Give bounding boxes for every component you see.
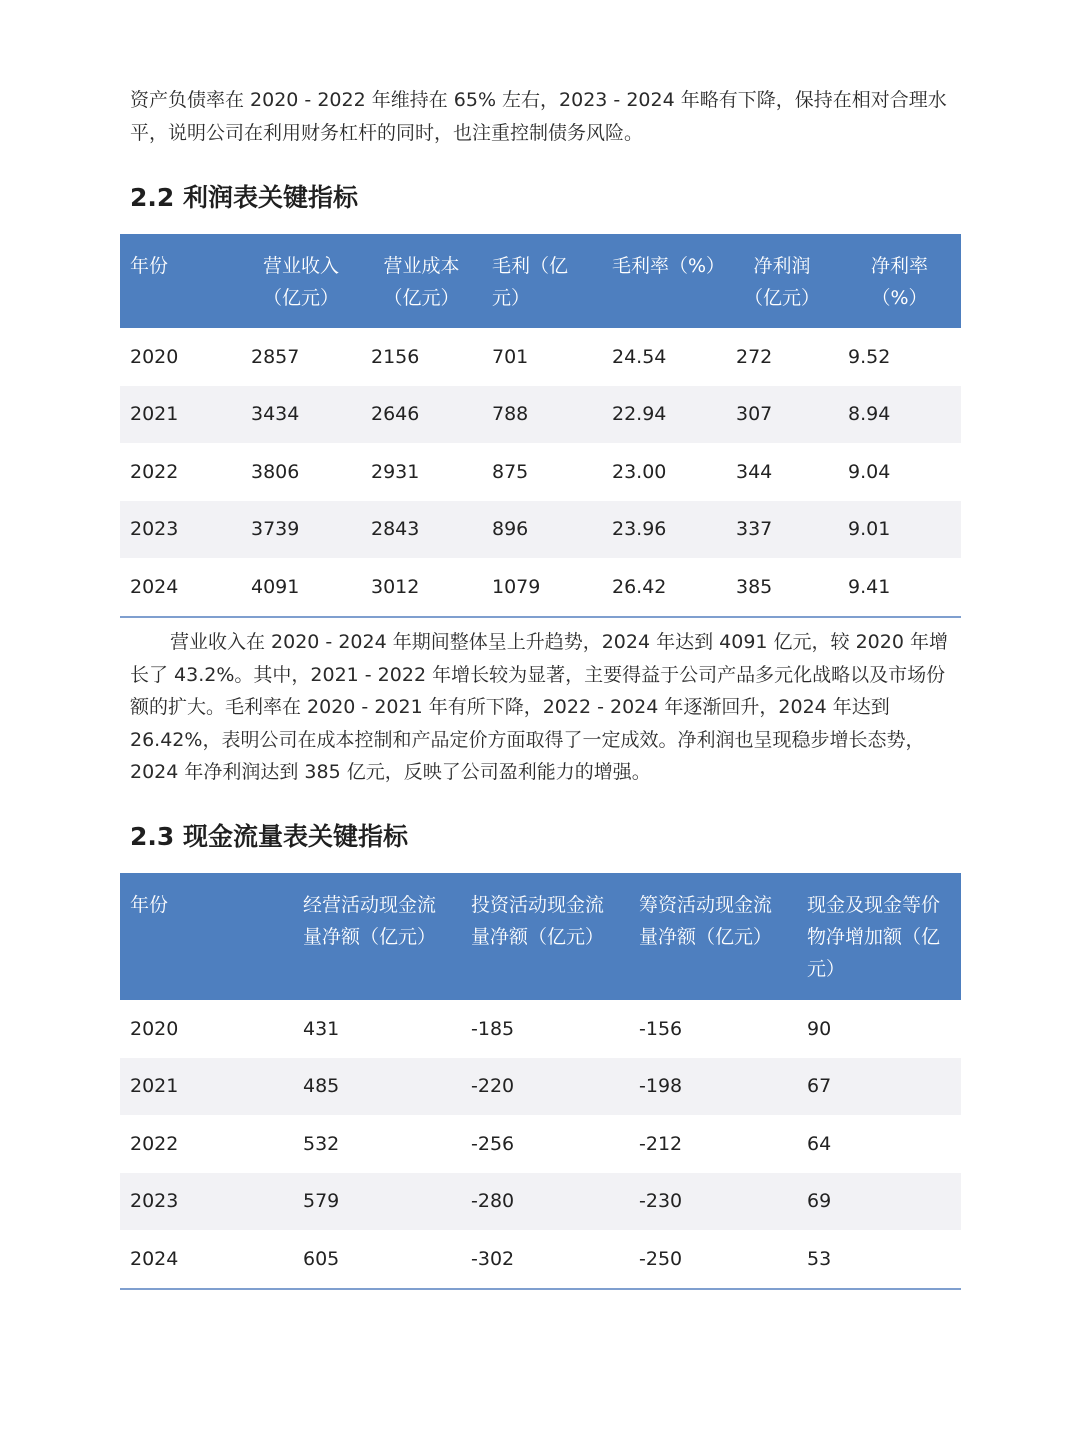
cell-investing: -302 — [461, 1230, 629, 1289]
header-investing-cashflow: 投资活动现金流量净额（亿元） — [461, 873, 629, 1000]
header-operating-cashflow: 经营活动现金流量净额（亿元） — [293, 873, 461, 1000]
cell-net-profit: 344 — [736, 460, 773, 483]
cell-net-increase: 64 — [807, 1132, 832, 1155]
cell-net-increase: 90 — [807, 1017, 832, 1040]
cell-net-margin: 9.04 — [848, 460, 891, 483]
cell-revenue: 3739 — [241, 501, 361, 559]
cell-gross-profit: 788 — [482, 386, 602, 444]
cell-operating: 579 — [293, 1173, 461, 1231]
income-analysis-paragraph — [130, 626, 960, 789]
cell-year: 2023 — [120, 501, 241, 559]
cell-operating: 485 — [293, 1058, 461, 1116]
cell-year: 2022 — [130, 1132, 179, 1155]
cell-financing: -198 — [629, 1058, 797, 1116]
cell-year: 2021 — [120, 1058, 293, 1116]
table-row — [120, 443, 961, 501]
cell-investing: -256 — [471, 1132, 515, 1155]
cell-net-increase: 67 — [797, 1058, 961, 1116]
header-net-cash-increase: 现金及现金等价物净增加额（亿元） — [797, 873, 961, 1000]
cell-gross-margin: 23.96 — [602, 501, 726, 559]
header-year: 年份 — [120, 234, 241, 328]
cell-gross-profit: 875 — [492, 460, 529, 483]
cell-cost: 2931 — [371, 460, 420, 483]
cell-net-margin: 9.01 — [838, 501, 961, 559]
cell-year: 2022 — [130, 460, 179, 483]
cell-revenue: 3806 — [251, 460, 300, 483]
table-row — [120, 1000, 961, 1058]
cell-revenue: 2857 — [251, 345, 300, 368]
table-row — [120, 501, 961, 559]
header-net-profit: 净利润（亿元） — [726, 234, 838, 328]
cell-net-profit: 307 — [726, 386, 838, 444]
cell-operating: 532 — [303, 1132, 340, 1155]
cell-gross-profit: 701 — [492, 345, 529, 368]
cell-net-margin: 9.41 — [838, 558, 961, 617]
table-header-row — [120, 873, 961, 1000]
header-net-margin: 净利率（%） — [838, 234, 961, 328]
header-gross-profit: 毛利（亿元） — [482, 234, 602, 328]
cell-revenue: 4091 — [241, 558, 361, 617]
cell-year: 2021 — [120, 386, 241, 444]
table-row — [120, 328, 961, 386]
table-row — [120, 386, 961, 444]
table-row — [120, 1058, 961, 1116]
cell-year: 2020 — [130, 345, 179, 368]
cell-investing: -185 — [471, 1017, 515, 1040]
cell-year: 2024 — [120, 1230, 293, 1289]
cell-financing: -250 — [629, 1230, 797, 1289]
table-row — [120, 1230, 961, 1289]
cell-net-profit: 272 — [736, 345, 773, 368]
cell-operating: 605 — [293, 1230, 461, 1289]
cell-financing: -156 — [639, 1017, 683, 1040]
header-cost: 营业成本（亿元） — [361, 234, 482, 328]
cell-cost: 2156 — [371, 345, 420, 368]
cell-net-margin: 9.52 — [848, 345, 891, 368]
cell-cost: 2843 — [361, 501, 482, 559]
cell-net-increase: 69 — [797, 1173, 961, 1231]
header-revenue: 营业收入（亿元） — [241, 234, 361, 328]
cell-financing: -230 — [629, 1173, 797, 1231]
cell-gross-margin: 26.42 — [602, 558, 726, 617]
table-row — [120, 1115, 961, 1173]
cell-gross-margin: 23.00 — [612, 460, 667, 483]
cell-year: 2024 — [120, 558, 241, 617]
cell-gross-profit: 896 — [482, 501, 602, 559]
cell-year: 2020 — [130, 1017, 179, 1040]
table-row — [120, 1173, 961, 1231]
cell-gross-margin: 24.54 — [612, 345, 667, 368]
income-section-heading: 2.2 利润表关键指标 — [130, 183, 358, 212]
cell-operating: 431 — [303, 1017, 340, 1040]
cell-revenue: 3434 — [241, 386, 361, 444]
cell-net-increase: 53 — [797, 1230, 961, 1289]
cell-gross-margin: 22.94 — [602, 386, 726, 444]
intro-paragraph: 资产负债率在 2020 - 2022 年维持在 65% 左右，2023 - 2024 年略有下降，保持在相对合理水平，说明公司在利用财务杠杆的同时，也注重控制债务风险。 — [130, 89, 947, 144]
cell-financing: -212 — [639, 1132, 683, 1155]
cell-cost: 2646 — [361, 386, 482, 444]
table-header-row — [120, 234, 961, 328]
cell-investing: -280 — [461, 1173, 629, 1231]
header-year: 年份 — [120, 873, 293, 1000]
cell-investing: -220 — [461, 1058, 629, 1116]
table-row — [120, 558, 961, 617]
cell-year: 2023 — [120, 1173, 293, 1231]
cell-net-profit: 385 — [726, 558, 838, 617]
cashflow-table — [120, 873, 961, 1290]
header-financing-cashflow: 筹资活动现金流量净额（亿元） — [629, 873, 797, 1000]
income-table — [120, 234, 961, 618]
cashflow-section-heading: 2.3 现金流量表关键指标 — [130, 822, 408, 851]
income-analysis-text: 营业收入在 2020 - 2024 年期间整体呈上升趋势，2024 年达到 4091 亿元，较 2020 年增长了 43.2%。其中，2021 - 2022 年增长较为显著，主要得益于公司产品多元化战略以及市场份额的扩大。毛利率在 2020 - 2021 年有所下降，2022 - 2024 年逐渐回升，2024 年达到 26.42%，表明公司在成本控制和产品定价方面取得了一定成效。净利润也呈现稳步增长态势，2024 年净利润达到 385 亿元，反映了公司盈利能力的增强。 — [130, 631, 948, 783]
cell-net-margin: 8.94 — [838, 386, 961, 444]
header-gross-margin: 毛利率（%） — [602, 234, 726, 328]
cell-cost: 3012 — [361, 558, 482, 617]
cell-gross-profit: 1079 — [482, 558, 602, 617]
cell-net-profit: 337 — [726, 501, 838, 559]
